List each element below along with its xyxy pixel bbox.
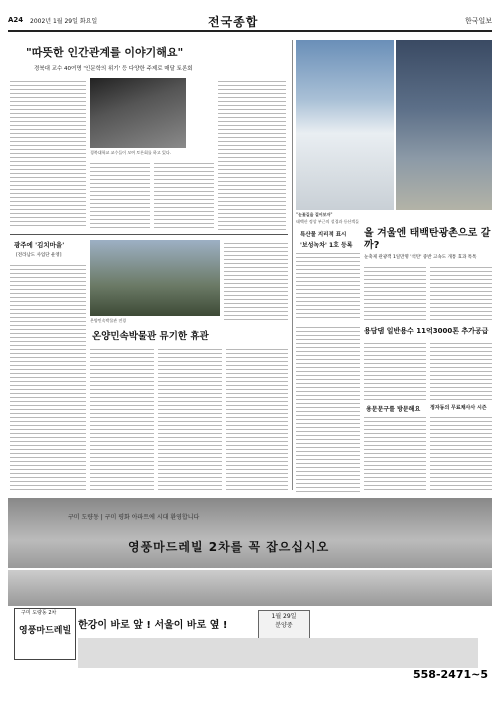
snow-caption: 태백산 정상 부근의 설경과 등산객들 [296, 219, 360, 224]
dam-headline: 용담댐 일반용수 11억3000톤 추가공급 [364, 327, 489, 335]
stationery-headline: 용문문구를 방문해요 [366, 406, 421, 413]
free-head: 정자동의 무료채사사 시즌 [430, 405, 487, 411]
main-article-text [10, 78, 86, 228]
ad-date-box: 1월 29일 분양중 [258, 610, 310, 640]
main-subheadline: 경북대 교수 40여명 '인문학의 위기' 등 다양한 주제로 매달 토론회 [34, 66, 193, 72]
main-headline: "따뜻한 인간관계를 이야기해요" [26, 46, 184, 59]
free-text [430, 414, 492, 492]
museum-headline: 온양민속박물관 뮤기한 휴관 [92, 331, 209, 342]
side-subheadline: [전라남도 사업단 운영] [16, 253, 62, 258]
ad-brand-box [14, 608, 76, 660]
snow-mountain-photo [296, 40, 394, 210]
ad-brand-top: 구미 도량동 2차 [21, 610, 57, 616]
ad-banner-headline: 영풍마드레빌 2차를 꼭 잡으십시오 [128, 540, 330, 554]
museum-text-1 [90, 346, 154, 492]
taebaek-text-2 [430, 264, 492, 320]
ad-banner-small: 구미 도량동 | 구미 평화 아파트에 시대 환영합니다 [68, 514, 200, 521]
page-number: A24 [8, 16, 24, 24]
meeting-photo-caption: 경북대학교 교수들이 모여 토론회를 하고 있다. [90, 150, 172, 155]
taebaek-text-1 [364, 264, 426, 320]
paper-name: 한국일보 [464, 17, 492, 25]
museum-text-2 [158, 346, 222, 492]
side-headline: 광주에 '김치마을' [14, 241, 65, 249]
tea-headline: '보성녹차' 1호 등록 [300, 242, 353, 249]
stationery-text [364, 414, 426, 492]
tea-text [296, 250, 360, 320]
right-text-col [296, 324, 360, 492]
issue-date: 2002년 1월 29일 화요일 [30, 18, 98, 25]
taebaek-headline: 올 겨울엔 태백탄광촌으로 갈까? [364, 228, 491, 251]
main-article-text-2 [90, 160, 150, 230]
main-article-text-4 [218, 78, 286, 230]
dam-text-2 [430, 340, 492, 400]
snow-caption-title: "눈꽃길을 걸어보자" [296, 212, 333, 217]
tea-kicker: 특산물 지리적 표시 [300, 232, 347, 238]
hikers-photo [396, 40, 492, 210]
divider [10, 234, 288, 235]
ad-phone[interactable]: 558-2471~5 [413, 668, 489, 681]
dam-text-1 [364, 340, 426, 400]
advertisement[interactable] [8, 498, 492, 698]
column-rule [292, 40, 293, 490]
main-article-text-3 [154, 160, 214, 230]
center-text-top [224, 240, 288, 320]
ad-banner [8, 498, 492, 568]
museum-photo [90, 240, 220, 316]
side-article-text [10, 262, 86, 492]
ad-map-area [78, 638, 478, 668]
museum-text-3 [226, 346, 288, 492]
section-title: 전국종합 [208, 15, 259, 29]
museum-photo-caption: 온양민속박물관 전경 [90, 318, 127, 323]
ad-brand-name: 영풍마드레빌 [19, 626, 72, 636]
ad-slogan: 한강이 바로 앞 ! 서울이 바로 옆 ! [78, 620, 228, 631]
masthead [8, 10, 492, 32]
ad-photo-strip [8, 570, 492, 606]
meeting-photo [90, 78, 186, 148]
taebaek-subheadline: 눈축제 관광객 1일만명 '석탄' 중반 고속도 개통 효과 톡톡 [364, 255, 477, 260]
